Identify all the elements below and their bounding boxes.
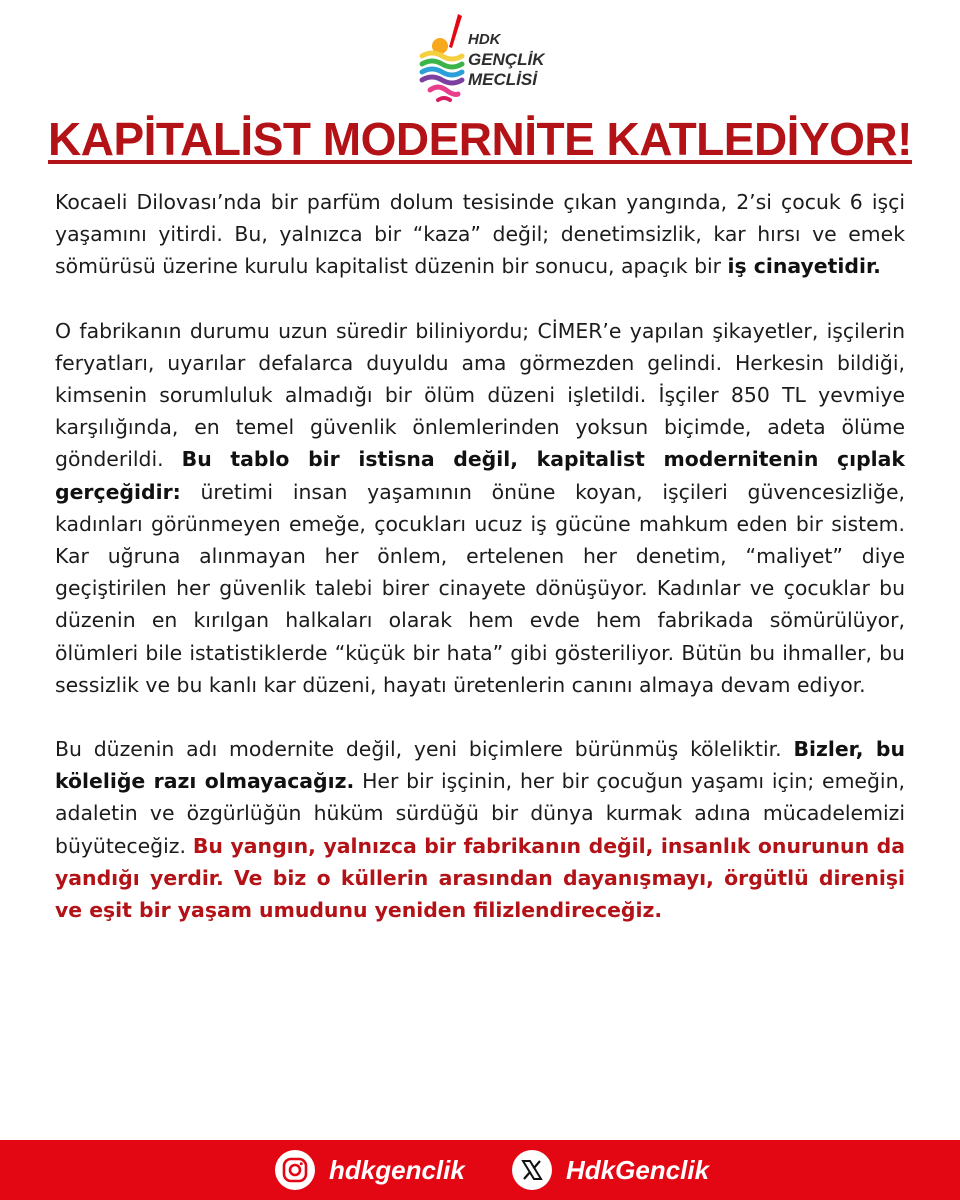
p3-red-emphasis: Bu yangın, yalnızca bir fabrikanın değil, insanlık onurunun da yandığı yerdir. Ve biz o küllerin arasından dayanışmayı, örgütlü direnişi ve eşit bir yaşam umudunu yeniden filizlendireceğiz. (55, 833, 905, 923)
logo-line-meclisi: MECLİSİ (468, 70, 537, 89)
instagram-handle[interactable]: hdkgenclik (329, 1154, 465, 1185)
x-handle[interactable]: HdkGenclik (566, 1154, 710, 1185)
paragraph-3 (55, 733, 905, 926)
instagram-icon[interactable] (275, 1150, 315, 1190)
p1-bold: iş cinayetidir. (727, 254, 881, 279)
p1-text: Kocaeli Dilovası’nda bir parfüm dolum tesisinde çıkan yangında, 2’si çocuk 6 işçi yaşamını yitirdi. Bu, yalnızca bir “kaza” değil; denetimsizlik, kar hırsı ve emek sömürüsü üzerine kurulu kapitalist düzenin bir sonucu, apaçık bir (55, 190, 905, 279)
paragraph-1 (55, 186, 905, 283)
footer-bar (0, 1140, 960, 1200)
logo-line-hdk: HDK (468, 31, 501, 48)
p2-text-2: üretimi insan yaşamının önüne koyan, işçileri güvencesizliğe, kadınları görünmeyen emeğe, çocukları ucuz iş gücüne mahkum eden bir sistem. Kar uğruna alınmayan her önlem, ertelenen her denetim, “maliyet” diye geçiştirilen her güvenlik talebi birer cinayete dönüşüyor. Kadınlar ve çocuklar bu düzenin en kırılgan halkaları olarak hem evde hem fabrikada sömürülüyor, ölümleri bile istatistiklerde “küçük bir hata” gibi gösteriliyor. Bütün bu ihmaller, bu sessizlik ve bu kanlı kar düzeni, hayatı üretenlerin canını almaya devam ediyor. (55, 479, 905, 697)
paragraph-2 (55, 315, 905, 701)
statement-body (55, 186, 905, 958)
p2-bold: Bu tablo bir istisna değil, kapitalist modernitenin çıplak gerçeğidir: (55, 447, 905, 504)
x-link[interactable] (512, 1149, 709, 1191)
x-icon[interactable] (512, 1150, 552, 1190)
logo-line-genclik: GENÇLİK (468, 50, 545, 69)
p3-text-1: Bu düzenin adı modernite değil, yeni biçimlere bürünmüş köleliktir. (55, 737, 794, 762)
instagram-link[interactable] (275, 1149, 465, 1191)
logo-text (468, 30, 545, 90)
p3-text-2: Her bir işçinin, her bir çocuğun yaşamı için; emeğin, adaletin ve özgürlüğün hüküm sürdüğü bir dünya kurmak adına mücadelemizi büyüteceğiz. (55, 769, 905, 858)
p3-bold: Bizler, bu köleliğe razı olmayacağız. (55, 737, 905, 794)
p2-text-1: O fabrikanın durumu uzun süredir biliniyordu; CİMER’e yapılan şikayetler, işçilerin feryatları, uyarılar defalarca duyuldu ama görmezden gelindi. Herkesin bildiği, kimsenin sorumluluk almadığı bir ölüm düzeni işletildi. İşçiler 850 TL yevmiye karşılığında, en temel güvenlik önlemlerinden yoksun biçimde, adeta ölüme gönderildi. (55, 318, 905, 472)
page-title: KAPİTALİST MODERNİTE KATLEDİYOR! (48, 113, 912, 165)
hdk-logo-icon (418, 8, 468, 108)
hdk-logo (418, 8, 548, 108)
